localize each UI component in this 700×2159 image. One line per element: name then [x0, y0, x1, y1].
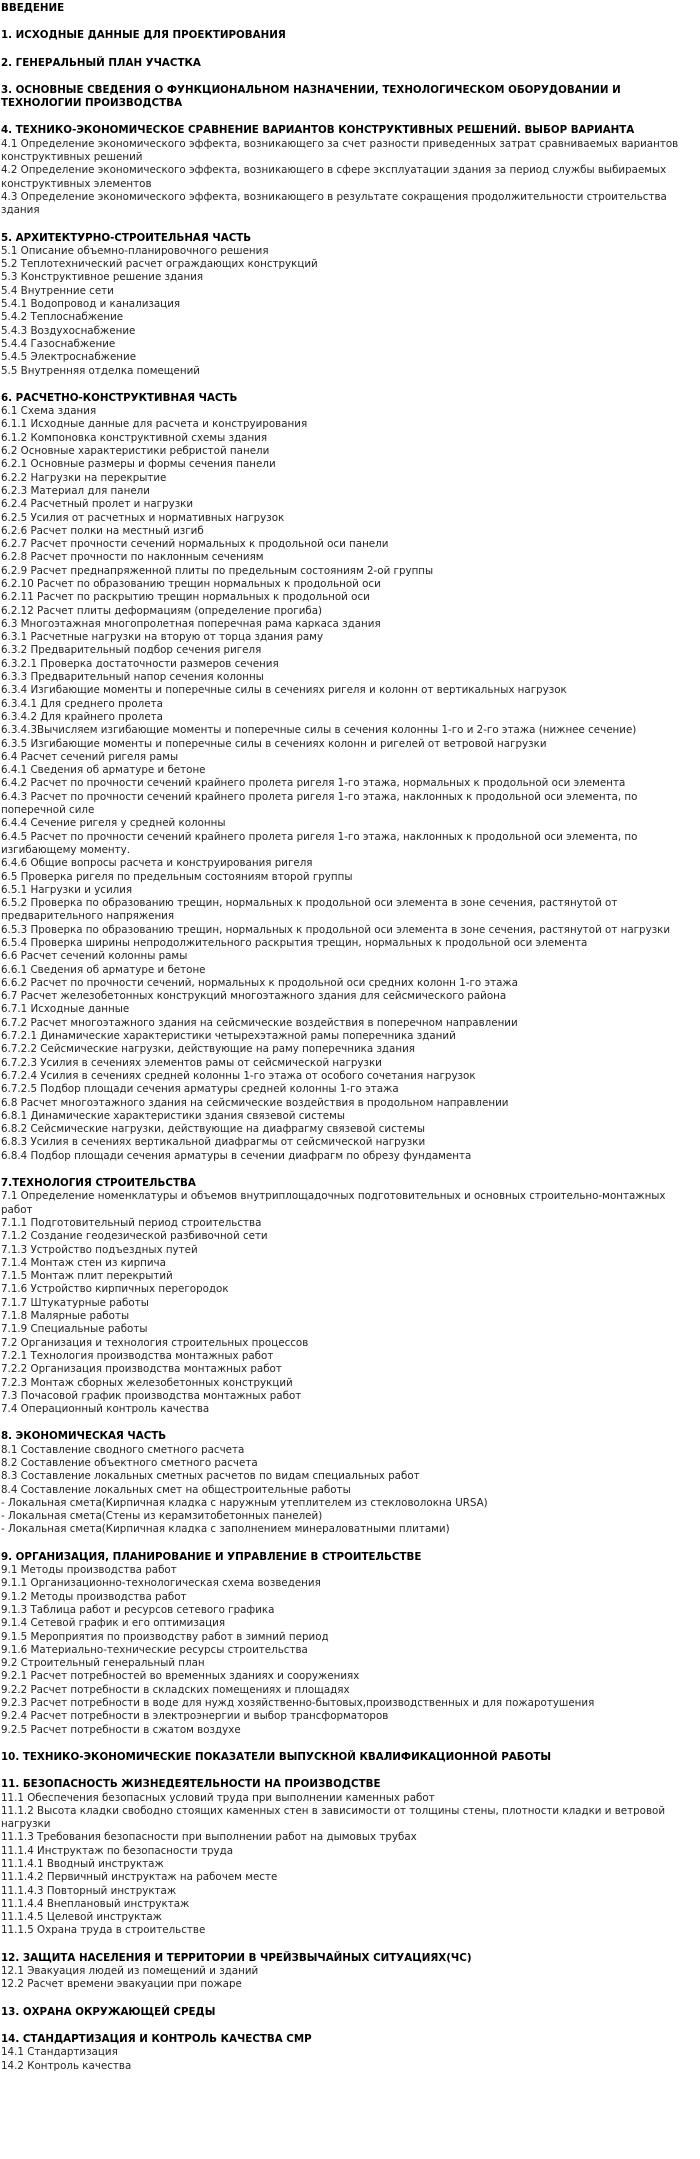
toc-item: 6.7.2.1 Динамические характеристики четырехэтажной рамы поперечника зданий [1, 1030, 456, 1043]
toc-item: 11.1.4.3 Повторный инструктаж [1, 1884, 177, 1897]
section-heading: 13. ОХРАНА ОКРУЖАЮЩЕЙ СРЕДЫ [1, 2005, 216, 2018]
toc-item: 11.1.4.2 Первичный инструктаж на рабочем месте [1, 1871, 278, 1884]
toc-item: 7.1.8 Малярные работы [1, 1310, 130, 1323]
toc-item: 6.3.2 Предварительный подбор сечения ригеля [1, 644, 262, 657]
section-heading: 4. ТЕХНИКО-ЭКОНОМИЧЕСКОЕ СРАВНЕНИЕ ВАРИАНТОВ КОНСТРУКТИВНЫХ РЕШЕНИЙ. ВЫБОР ВАРИАНТА [1, 124, 635, 137]
toc-item: 11.1.4.1 Вводный инструктаж [1, 1858, 164, 1870]
toc-section [1, 1778, 699, 1938]
toc-item: 7.1.5 Монтаж плит перекрытий [1, 1270, 173, 1283]
toc-item: 7.4 Операционный контроль качества [1, 1403, 210, 1416]
toc-item: 11.1.4.4 Внеплановый инструктаж [1, 1897, 190, 1910]
toc-item: 11.1.4 Инструктаж по безопасности труда [1, 1844, 234, 1857]
toc-item: 6.3 Многоэтажная многопролетная поперечная рама каркаса здания [1, 617, 381, 630]
intro-heading: ВВЕДЕНИЕ [1, 2, 65, 14]
toc-item: 5.3 Конструктивное решение здания [1, 271, 204, 284]
toc-item: 5.4 Внутренние сети [1, 284, 114, 297]
toc-item: 7.1.3 Устройство подъездных путей [1, 1243, 198, 1256]
toc-item: 6.6.1 Сведения об арматуре и бетоне [1, 963, 206, 976]
toc-section [1, 2006, 699, 2019]
toc-item: 5.4.3 Воздухоснабжение [1, 324, 136, 337]
toc-item: 9.1.2 Методы производства работ [1, 1590, 187, 1603]
toc-item: 6.2.6 Расчет полки на местный изгиб [1, 524, 204, 537]
toc-item: 9.1 Методы производства работ [1, 1564, 177, 1577]
toc-item: 14.2 Контроль качества [1, 2059, 132, 2072]
toc-item: 6.4.1 Сведения об арматуре и бетоне [1, 764, 206, 777]
toc-item: 8.3 Составление локальных сметных расчетов по видам специальных работ [1, 1470, 420, 1483]
toc-item: 6.7.2.5 Подбор площади сечения арматуры средней колонны 1-го этажа [1, 1083, 399, 1096]
toc-section [1, 232, 699, 378]
toc-item: - Локальная смета(Кирпичная кладка с заполнением минераловатными плитами) [1, 1523, 450, 1536]
toc-section [1, 1952, 699, 1992]
toc-item: 6.8.2 Сейсмические нагрузки, действующие на диафрагму связевой системы [1, 1123, 426, 1136]
toc-item: 9.1.1 Организационно-технологическая схема возведения [1, 1577, 321, 1590]
toc-item: 7.2.3 Монтаж сборных железобетонных конструкций [1, 1376, 293, 1389]
toc-item: 7.1.9 Специальные работы [1, 1323, 148, 1336]
toc-item: 9.2.1 Расчет потребностей во временных зданиях и сооружениях [1, 1670, 360, 1683]
toc-section [1, 2033, 699, 2073]
toc-section [1, 124, 699, 217]
toc-item: 9.2.4 Расчет потребности в электроэнергии и выбор трансформаторов [1, 1710, 389, 1723]
toc-item: 6.2.11 Расчет по раскрытию трещин нормальных к продольной оси [1, 591, 370, 604]
toc-item: 6.7.2.2 Сейсмические нагрузки, действующие на раму поперечника здания [1, 1043, 415, 1056]
toc-item: 7.2.2 Организация производства монтажных работ [1, 1363, 282, 1376]
section-heading: 9. ОРГАНИЗАЦИЯ, ПЛАНИРОВАНИЕ И УПРАВЛЕНИЕ В СТРОИТЕЛЬСТВЕ [1, 1550, 422, 1563]
toc-item: 6.3.4.2 Для крайнего пролета [1, 710, 163, 723]
toc-item: 6.4.6 Общие вопросы расчета и конструирования ригеля [1, 857, 313, 870]
toc-item: 7.2 Организация и технология строительных процессов [1, 1336, 309, 1349]
toc-item: 9.2.5 Расчет потребности в сжатом воздухе [1, 1723, 241, 1736]
section-heading: 8. ЭКОНОМИЧЕСКАЯ ЧАСТЬ [1, 1430, 167, 1443]
toc-item: 11.1.2 Высота кладки свободно стоящих каменных стен в зависимости от толщины стены, плотности кладки и ветровой нагрузки [1, 1804, 666, 1831]
toc-item: 9.1.6 Материально-технические ресурсы строительства [1, 1643, 308, 1656]
toc-item: 6.4 Расчет сечений ригеля рамы [1, 750, 179, 763]
toc-item: 7.2.1 Технология производства монтажных работ [1, 1349, 274, 1362]
toc-item: 5.4.1 Водопровод и канализация [1, 298, 181, 311]
toc-item: 6.2.1 Основные размеры и формы сечения панели [1, 458, 276, 471]
toc-item: - Локальная смета(Кирпичная кладка с наружным утеплителем из стекловолокна URSA) [1, 1496, 488, 1509]
toc-item: 9.1.5 Мероприятия по производству работ в зимний период [1, 1630, 329, 1643]
toc-item: 6.4.4 Сечение ригеля у средней колонны [1, 817, 226, 830]
toc-item: 5.4.4 Газоснабжение [1, 337, 116, 350]
toc-section [1, 29, 699, 42]
toc-item: 9.2.3 Расчет потребности в воде для нужд хозяйственно-бытовых,производственных и для пожаротушения [1, 1697, 595, 1710]
toc-item: 6.8 Расчет многоэтажного здания на сейсмические воздействия в продольном направлении [1, 1096, 509, 1109]
toc-item: 6.3.3 Предварительный напор сечения колонны [1, 671, 264, 684]
toc-item: 7.1.2 Создание геодезической разбивочной сети [1, 1230, 268, 1243]
toc-section [1, 1551, 699, 1737]
toc-item: 11.1.4.5 Целевой инструктаж [1, 1911, 162, 1924]
toc-item: 5.2 Теплотехнический расчет ограждающих конструкций [1, 258, 318, 271]
toc-item: 5.4.2 Теплоснабжение [1, 311, 124, 324]
toc-item: 6.6 Расчет сечений колонны рамы [1, 950, 188, 963]
section-heading: 12. ЗАЩИТА НАСЕЛЕНИЯ И ТЕРРИТОРИИ В ЧРЕЙЗВЫЧАЙНЫХ СИТУАЦИЯХ(ЧС) [1, 1951, 472, 1964]
toc-item: 12.2 Расчет времени эвакуации при пожаре [1, 1978, 242, 1991]
toc-section [1, 1751, 699, 1764]
toc-item: 6.4.2 Расчет по прочности сечений крайнего пролета ригеля 1-го этажа, нормальных к продольной оси элемента [1, 777, 626, 790]
toc-item: 6.1.2 Компоновка конструктивной схемы здания [1, 431, 268, 444]
toc-item: 6.2.7 Расчет прочности сечений нормальных к продольной оси панели [1, 538, 389, 551]
toc-item: 6.7.2 Расчет многоэтажного здания на сейсмические воздействия в поперечном направлении [1, 1016, 518, 1029]
toc-item: 6.8.1 Динамические характеристики здания связевой системы [1, 1109, 345, 1122]
toc-item: 6.5.1 Нагрузки и усилия [1, 883, 133, 896]
toc-item: 6.2.9 Расчет преднапряженной плиты по предельным состояниям 2-ой группы [1, 564, 434, 577]
toc-item: 8.2 Составление объектного сметного расчета [1, 1456, 258, 1469]
toc-item: 11.1.5 Охрана труда в строительстве [1, 1924, 206, 1937]
toc-item: 6.8.3 Усилия в сечениях вертикальной диафрагмы от сейсмической нагрузки [1, 1136, 426, 1149]
toc-item: 7.1 Определение номенклатуры и объемов внутриплощадочных подготовительных и основных строительно-монтажных работ [1, 1190, 666, 1216]
toc-item: 5.1 Описание объемно-планировочного решения [1, 244, 269, 257]
toc-item: 9.1.3 Таблица работ и ресурсов сетевого графика [1, 1603, 275, 1616]
toc-item: 8.4 Составление локальных смет на общестроительные работы [1, 1483, 351, 1496]
toc-item: 6.3.4.1 Для среднего пролета [1, 697, 163, 710]
toc-item: 4.1 Определение экономического эффекта, возникающего за счет разности приведенных затрат сравниваемых вариантов конструктивных решений [1, 137, 679, 164]
toc-item: - Локальная смета(Стены из керамзитобетонных панелей) [1, 1510, 323, 1523]
toc-item: 5.5 Внутренняя отделка помещений [1, 364, 200, 377]
toc-item: 6.5.3 Проверка по образованию трещин, нормальных к продольной оси элемента в зоне сечения, растянутой от нагрузки [1, 923, 671, 936]
toc-item: 5.4.5 Электроснабжение [1, 351, 137, 364]
toc-item: 7.1.1 Подготовительный период строительства [1, 1216, 262, 1229]
toc-item: 6.5.2 Проверка по образованию трещин, нормальных к продольной оси элемента в зоне сечения, растянутой от предварительного напряжения [1, 897, 618, 923]
toc-item: 7.1.4 Монтаж стен из кирпича [1, 1256, 166, 1269]
toc-item: 9.2.2 Расчет потребности в складских помещениях и площадях [1, 1683, 350, 1696]
toc-item: 6.3.4.3Вычисляем изгибающие моменты и поперечные силы в сечения колонны 1-го и 2-го этажа (нижнее сечение) [1, 724, 637, 737]
toc-item: 6.8.4 Подбор площади сечения арматуры в сечении диафрагм по обрезу фундамента [1, 1149, 472, 1162]
toc-item: 6.6.2 Расчет по прочности сечений, нормальных к продольной оси средних колонн 1-го этажа [1, 976, 518, 989]
toc-item: 6.5 Проверка ригеля по предельным состояниям второй группы [1, 870, 353, 883]
toc-section [1, 1430, 699, 1536]
toc-item: 9.1.4 Сетевой график и его оптимизация [1, 1617, 226, 1630]
toc-item: 4.3 Определение экономического эффекта, возникающего в результате сокращения продолжительности строительства здания [1, 190, 667, 217]
toc-item: 6.2.5 Усилия от расчетных и нормативных нагрузок [1, 511, 285, 524]
toc-section [1, 1177, 699, 1416]
toc-item: 6.7.2.3 Усилия в сечениях элементов рамы от сейсмической нагрузки [1, 1056, 382, 1069]
section-heading: 1. ИСХОДНЫЕ ДАННЫЕ ДЛЯ ПРОЕКТИРОВАНИЯ [1, 29, 286, 42]
toc-item: 8.1 Составление сводного сметного расчета [1, 1443, 245, 1456]
toc-item: 6.2.4 Расчетный пролет и нагрузки [1, 498, 194, 511]
toc-item: 6.3.5 Изгибающие моменты и поперечные силы в сечениях колонн и ригелей от ветровой нагрузки [1, 737, 547, 750]
toc-item: 14.1 Стандартизация [1, 2046, 118, 2059]
toc-item: 11.1.3 Требования безопасности при выполнении работ на дымовых трубах [1, 1831, 417, 1844]
toc-item: 6.2.2 Нагрузки на перекрытие [1, 471, 167, 484]
toc-item: 7.3 Почасовой график производства монтажных работ [1, 1389, 302, 1402]
toc-item: 6.2.8 Расчет прочности по наклонным сечениям [1, 551, 264, 564]
toc-item: 6.3.4 Изгибающие моменты и поперечные силы в сечениях ригеля и колонн от вертикальных нагрузок [1, 684, 567, 697]
section-heading: 7.ТЕХНОЛОГИЯ СТРОИТЕЛЬСТВА [1, 1177, 196, 1190]
toc-item: 7.1.7 Штукатурные работы [1, 1296, 149, 1309]
toc-item: 6.4.5 Расчет по прочности сечений крайнего пролета ригеля 1-го этажа, наклонных к продольной оси элемента, по изгибающему моменту. [1, 830, 638, 856]
toc-item: 6.3.1 Расчетные нагрузки на вторую от торца здания раму [1, 631, 324, 644]
toc-section [1, 392, 699, 1163]
section-heading: 3. ОСНОВНЫЕ СВЕДЕНИЯ О ФУНКЦИОНАЛЬНОМ НАЗНАЧЕНИИ, ТЕХНОЛОГИЧЕСКОМ ОБОРУДОВАНИИ И ТЕХНОЛОГИИ ПРОИЗВОДСТВА [1, 83, 621, 110]
toc-item: 6.2.10 Расчет по образованию трещин нормальных к продольной оси [1, 577, 381, 590]
toc-item: 12.1 Эвакуация людей из помещений и зданий [1, 1965, 259, 1978]
toc-section [1, 84, 699, 111]
toc-item: 7.1.6 Устройство кирпичных перегородок [1, 1283, 229, 1296]
toc-item: 11.1 Обеспечения безопасных условий труда при выполнении каменных работ [1, 1791, 435, 1804]
section-heading: 14. СТАНДАРТИЗАЦИЯ И КОНТРОЛЬ КАЧЕСТВА СМР [1, 2032, 312, 2045]
toc-item: 6.2.12 Расчет плиты деформациям (определение прогиба) [1, 604, 323, 617]
toc-item: 6.7.2.4 Усилия в сечениях средней колонны 1-го этажа от особого сочетания нагрузок [1, 1069, 476, 1082]
toc-item: 6.1 Схема здания [1, 405, 97, 418]
toc-item: 9.2 Строительный генеральный план [1, 1657, 205, 1670]
section-heading: 2. ГЕНЕРАЛЬНЫЙ ПЛАН УЧАСТКА [1, 56, 201, 69]
toc-item: 6.4.3 Расчет по прочности сечений крайнего пролета ригеля 1-го этажа, наклонных к продольной оси элемента, по поперечной силе [1, 790, 638, 817]
section-heading: 6. РАСЧЕТНО-КОНСТРУКТИВНАЯ ЧАСТЬ [1, 391, 238, 404]
toc-section [1, 57, 699, 70]
toc-item: 6.7.1 Исходные данные [1, 1003, 130, 1016]
toc-item: 6.2.3 Материал для панели [1, 484, 150, 497]
toc-item: 6.5.4 Проверка ширины непродолжительного раскрытия трещин, нормальных к продольной оси элемента [1, 937, 588, 949]
toc-item: 6.3.2.1 Проверка достаточности размеров сечения [1, 657, 279, 670]
toc-item: 6.1.1 Исходные данные для расчета и конструирования [1, 418, 308, 431]
section-heading: 11. БЕЗОПАСНОСТЬ ЖИЗНЕДЕЯТЕЛЬНОСТИ НА ПРОИЗВОДСТВЕ [1, 1778, 381, 1791]
toc-item: 4.2 Определение экономического эффекта, возникающего в сфере эксплуатации здания за период службы выбираемых конструктивных элементов [1, 164, 667, 190]
section-heading: 10. ТЕХНИКО-ЭКОНОМИЧЕСКИЕ ПОКАЗАТЕЛИ ВЫПУСКНОЙ КВАЛИФИКАЦИОННОЙ РАБОТЫ [1, 1750, 552, 1763]
toc-item: 6.2 Основные характеристики ребристой панели [1, 445, 270, 458]
section-heading: 5. АРХИТЕКТУРНО-СТРОИТЕЛЬНАЯ ЧАСТЬ [1, 231, 252, 244]
toc-item: 6.7 Расчет железобетонных конструкций многоэтажного здания для сейсмического района [1, 990, 507, 1003]
